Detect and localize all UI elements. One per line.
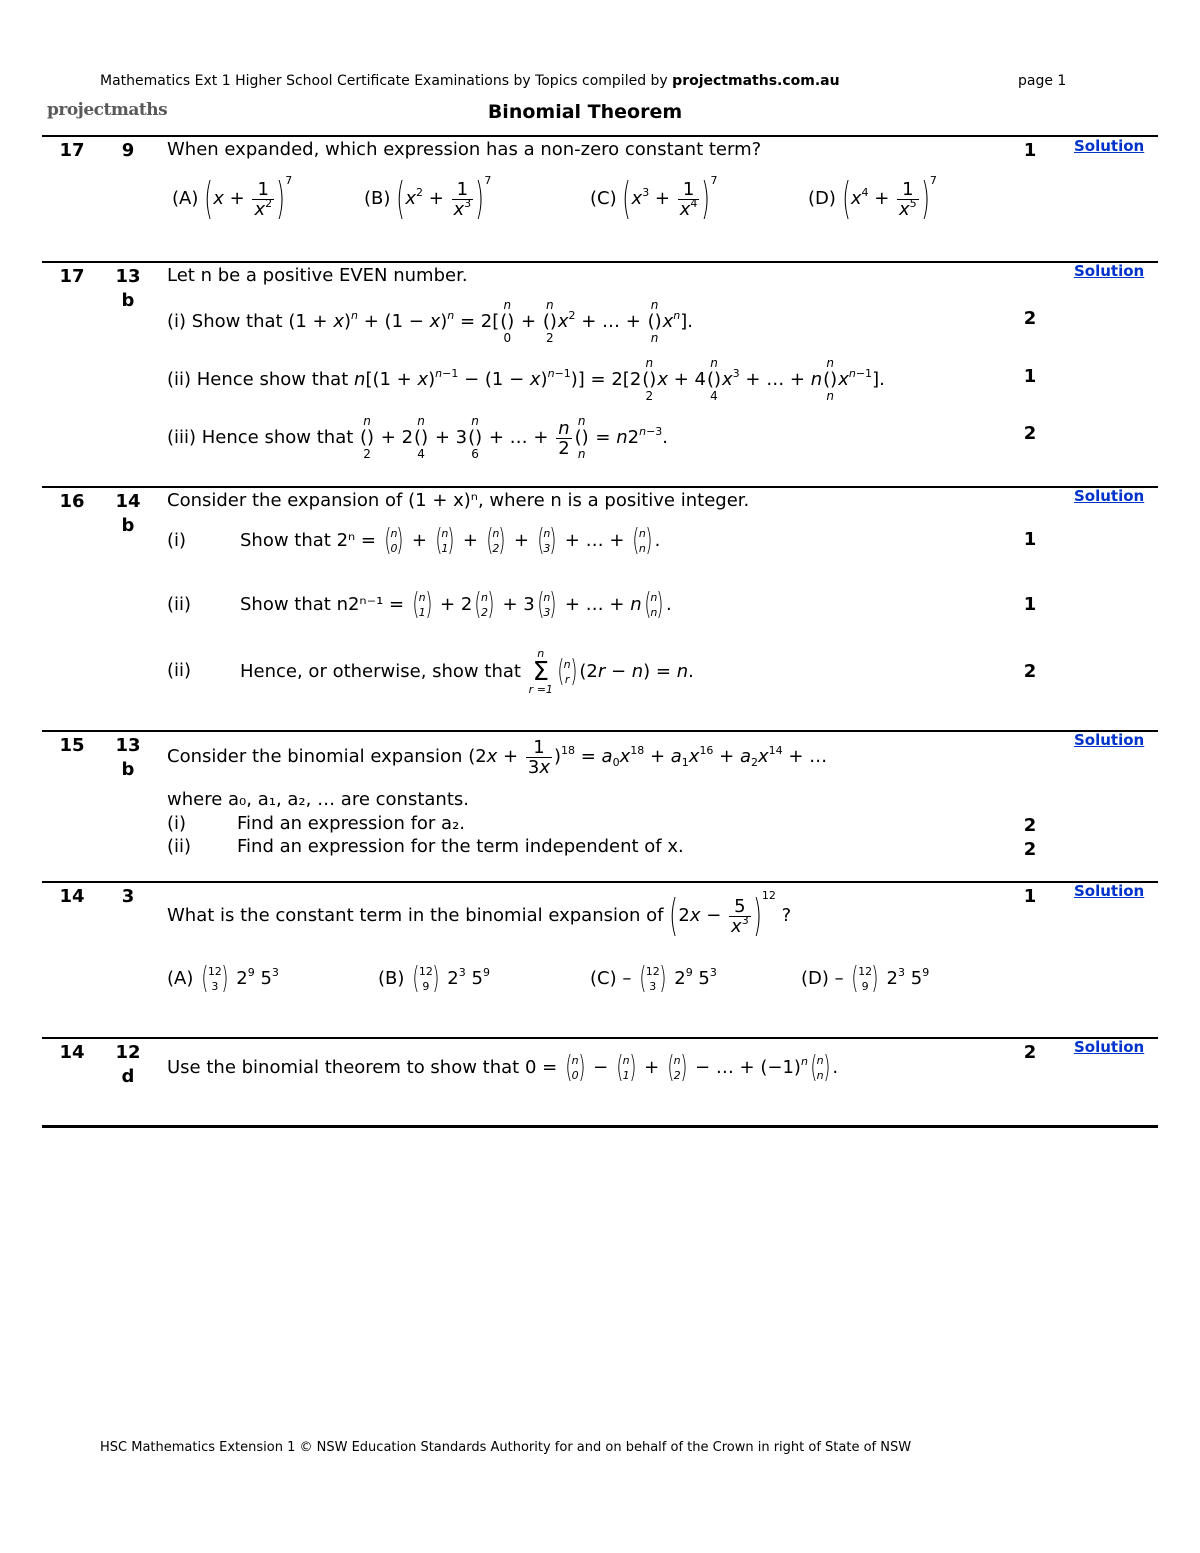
solution-link[interactable]: Solution bbox=[1074, 1038, 1145, 1056]
divider bbox=[42, 881, 1158, 883]
option-c: (C) – ( 12 3 ) $2^9$ $5^3$ bbox=[590, 961, 717, 996]
marks: 1 bbox=[1023, 529, 1037, 550]
marks: 2 bbox=[1023, 423, 1037, 444]
question-stem: When expanded, which expression has a non-zero constant term? bbox=[167, 139, 762, 160]
marks: 1 bbox=[1023, 366, 1037, 387]
where-text: where a₀, a₁, a₂, … are constants. bbox=[167, 789, 469, 810]
option-label: (B) bbox=[364, 188, 391, 209]
marks: 1 bbox=[1023, 594, 1037, 615]
subpart-i-body: Show that 2ⁿ = ( n 0 ) + ( n 1 ) + ( n 2 ) + ( n 3 ) + … + ( n n ) . bbox=[240, 523, 661, 558]
subpart-label: (i) bbox=[167, 813, 187, 834]
bottom-divider bbox=[42, 1125, 1158, 1128]
question-year: 17 bbox=[59, 266, 85, 287]
question-number: 13 bbox=[115, 266, 141, 287]
subpart-label: (ii) bbox=[167, 836, 192, 857]
option-label: (A) bbox=[167, 968, 194, 989]
marks: 1 bbox=[1023, 140, 1037, 161]
option-b: (B) ( 12 9 ) $2^3$ $5^9$ bbox=[378, 961, 490, 996]
option-label: (B) bbox=[378, 968, 405, 989]
question-stem: What is the constant term in the binomial expansion of (2x − $\frac{5}{x^3}$ )$^{12}$ ? bbox=[167, 889, 792, 941]
question-part: d bbox=[121, 1066, 135, 1087]
question-year: 16 bbox=[59, 491, 85, 512]
question-part: b bbox=[121, 515, 135, 536]
option-label: (C) bbox=[590, 188, 617, 209]
question-part: b bbox=[121, 759, 135, 780]
subpart-text: Hence, or otherwise, show that bbox=[240, 661, 521, 682]
question-year: 14 bbox=[59, 1042, 85, 1063]
subpart-text: Show that n2ⁿ⁻¹ = bbox=[240, 594, 405, 615]
subpart-iii: (iii) Hence show that n () 2 + 2 n () 4 + 3 n () 6 + … + $\frac{n}{2}$ n () n = $n2^{n-3}$. bbox=[167, 414, 669, 461]
marks: 2 bbox=[1023, 839, 1037, 860]
divider bbox=[42, 730, 1158, 732]
question-year: 14 bbox=[59, 886, 85, 907]
question-year: 17 bbox=[59, 140, 85, 161]
marks: 2 bbox=[1023, 661, 1037, 682]
question-stem: Let n be a positive EVEN number. bbox=[167, 265, 468, 286]
page-number: page 1 bbox=[1018, 73, 1067, 89]
subpart-i-label: (i) bbox=[167, 530, 187, 551]
stem-text: What is the constant term in the binomial expansion of bbox=[167, 905, 664, 926]
marks: 2 bbox=[1023, 1042, 1037, 1063]
header-text: Mathematics Ext 1 Higher School Certificate Examinations by Topics compiled by bbox=[100, 73, 673, 89]
page-title: Binomial Theorem bbox=[487, 101, 683, 123]
option-label: (D) – bbox=[801, 968, 844, 989]
stem-text: Use the binomial theorem to show that bbox=[167, 1057, 520, 1078]
marks: 2 bbox=[1023, 815, 1037, 836]
divider bbox=[42, 135, 1158, 137]
question-number: 3 bbox=[121, 886, 135, 907]
question-stem: Consider the binomial expansion (2x + $\frac{1}{3x}$ )$^{18} = a_0x^{18} + a_1x^{16} + a_2x^{14}$ + … bbox=[167, 736, 828, 778]
marks: 2 bbox=[1023, 308, 1037, 329]
subpart-label: (iii) Hence show that bbox=[167, 427, 354, 448]
question-part: b bbox=[121, 290, 135, 311]
question-number: 12 bbox=[115, 1042, 141, 1063]
subpart-label: (i) Show that bbox=[167, 311, 283, 332]
projectmaths-logo: projectmaths bbox=[47, 100, 168, 120]
subpart-i: (i) Show that $(1 + x)^n + (1 - x)^n = 2$[ n () 0 + n () 2 $x^2$ + … + n () n $x^n$]. bbox=[167, 298, 694, 345]
option-a: (A) (x + $\frac{1}{x^2}$ )$^7$ bbox=[172, 173, 293, 224]
option-b: (B) ($x^2$ + $\frac{1}{x^3}$ )$^7$ bbox=[364, 173, 492, 224]
solution-link[interactable]: Solution bbox=[1074, 882, 1145, 900]
divider bbox=[42, 1037, 1158, 1039]
subpart-ii-label: (ii) bbox=[167, 594, 192, 615]
option-label: (D) bbox=[808, 188, 836, 209]
stem-text: Consider the binomial expansion bbox=[167, 746, 463, 767]
footer: HSC Mathematics Extension 1 © NSW Education Standards Authority for and on behalf of the Crown in right of State of NSW bbox=[100, 1440, 912, 1455]
header-site: projectmaths.com.au bbox=[672, 73, 840, 89]
option-c: (C) ($x^3$ + $\frac{1}{x^4}$ )$^7$ bbox=[590, 173, 718, 224]
question-number: 13 bbox=[115, 735, 141, 756]
subpart-ii: (ii) Hence show that $n[(1 + x)^{n-1} - (1 - x)^{n-1})] = 2[2$ n () 2 x + 4 n () 4 $x^3$ + … + n n () n $x^{n-1}$]. bbox=[167, 356, 885, 403]
divider bbox=[42, 486, 1158, 488]
question-stem: Use the binomial theorem to show that 0 = ( n 0 ) − ( n 1 ) + ( n 2 ) − … + $(-1)^n$ ( n n ) . bbox=[167, 1050, 839, 1085]
subpart-iii-body: Hence, or otherwise, show that n Σ r =1 ( n r ) (2r − n) = n. bbox=[240, 647, 694, 696]
option-label: (C) – bbox=[590, 968, 632, 989]
question-stem: Consider the expansion of (1 + x)ⁿ, where n is a positive integer. bbox=[167, 490, 750, 511]
solution-link[interactable]: Solution bbox=[1074, 137, 1145, 155]
header-line bbox=[100, 73, 840, 89]
option-d: (D) ($x^4$ + $\frac{1}{x^5}$ )$^7$ bbox=[808, 173, 937, 224]
subpart-text: Find an expression for a₂. bbox=[237, 813, 466, 834]
subpart-label: (ii) Hence show that bbox=[167, 369, 349, 390]
question-number: 9 bbox=[121, 140, 135, 161]
subpart-iii-label: (ii) bbox=[167, 660, 192, 681]
option-a: (A) ( 12 3 ) $2^9$ $5^3$ bbox=[167, 961, 279, 996]
marks: 1 bbox=[1023, 886, 1037, 907]
subpart-text: Find an expression for the term independent of x. bbox=[237, 836, 684, 857]
option-label: (A) bbox=[172, 188, 199, 209]
subpart-text: Show that 2ⁿ = bbox=[240, 530, 376, 551]
question-year: 15 bbox=[59, 735, 85, 756]
solution-link[interactable]: Solution bbox=[1074, 731, 1145, 749]
question-number: 14 bbox=[115, 491, 141, 512]
solution-link[interactable]: Solution bbox=[1074, 487, 1145, 505]
option-d: (D) – ( 12 9 ) $2^3$ $5^9$ bbox=[801, 961, 930, 996]
solution-link[interactable]: Solution bbox=[1074, 262, 1145, 280]
divider bbox=[42, 261, 1158, 263]
subpart-ii-body: Show that n2ⁿ⁻¹ = ( n 1 ) + 2 ( n 2 ) + 3 ( n 3 ) + … + n ( n n ) . bbox=[240, 587, 672, 622]
